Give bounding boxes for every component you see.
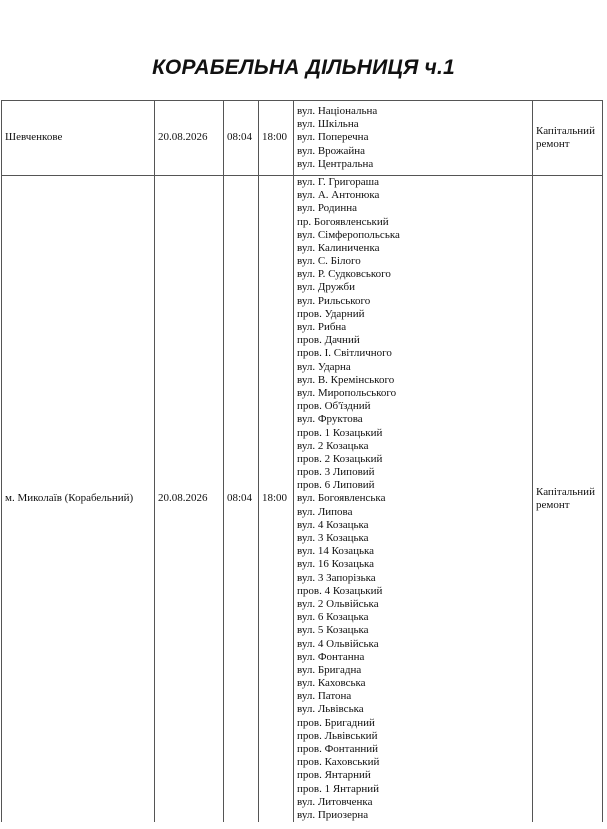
locality-cell: м. Миколаїв (Корабельний) — [2, 175, 155, 822]
schedule-body — [2, 101, 603, 823]
date-cell: 20.08.2026 — [155, 175, 224, 822]
street-item: вул. А. Антонюка — [297, 189, 380, 202]
street-item: пров. Дачний — [297, 334, 360, 347]
street-item: пров. 2 Козацький — [297, 452, 383, 465]
street-item: вул. Каховська — [297, 677, 366, 690]
street-item: вул. 6 Козацька — [297, 611, 369, 624]
street-item: пров. Каховський — [297, 756, 380, 769]
street-item: вул. Богоявленська — [297, 492, 386, 505]
street-item: пров. Ударний — [297, 307, 365, 320]
street-item: вул. Липова — [297, 505, 353, 518]
street-item: пр. Богоявленський — [297, 215, 389, 228]
street-item: вул. Патона — [297, 690, 352, 703]
street-item: вул. 2 Козацька — [297, 439, 369, 452]
street-item: пров. 1 Козацький — [297, 426, 383, 439]
street-item: вул. Сімферопольська — [297, 228, 400, 241]
street-item: вул. Національна — [297, 105, 378, 117]
street-item: вул. Р. Судковського — [297, 268, 391, 281]
end-time-cell: 18:00 — [259, 101, 294, 176]
street-item: вул. Львівська — [297, 703, 364, 716]
street-item: вул. Центральна — [297, 157, 374, 170]
street-item: вул. В. Кремінського — [297, 373, 395, 386]
street-item: вул. Рибна — [297, 321, 347, 333]
reason-cell: Капітальний ремонт — [533, 175, 603, 822]
street-item: вул. Калиниченка — [297, 241, 380, 254]
street-item: пров. 1 Янтарний — [297, 782, 380, 795]
street-item: вул. 4 Ольвійська — [297, 637, 379, 650]
end-time-cell: 18:00 — [259, 175, 294, 822]
street-item: пров. Бригадний — [297, 716, 375, 729]
street-item: вул. 3 Запорізька — [297, 571, 376, 584]
street-item: пров. І. Світличного — [297, 347, 392, 360]
street-item: вул. Бригадна — [297, 663, 362, 676]
street-item: вул. Ударна — [297, 360, 351, 373]
street-item: вул. 5 Козацька — [297, 624, 369, 637]
street-item: пров. 3 Липовий — [297, 466, 375, 479]
street-item: вул. 4 Козацька — [297, 518, 369, 531]
street-item: пров. Львівський — [297, 729, 378, 742]
street-item: вул. Врожайна — [297, 144, 366, 157]
street-item: вул. Фруктова — [297, 413, 363, 426]
outage-schedule-table — [1, 100, 603, 822]
table-row — [2, 175, 603, 822]
street-item: вул. 2 Ольвійська — [297, 597, 379, 610]
street-item: пров. Фонтанний — [297, 743, 379, 755]
street-item: вул. Рильського — [297, 294, 371, 307]
start-time-cell: 08:04 — [224, 175, 259, 822]
date-cell: 20.08.2026 — [155, 101, 224, 176]
street-item: вул. Шкільна — [297, 118, 359, 131]
street-item: вул. Приозерна — [297, 808, 369, 821]
locality-cell: Шевченкове — [2, 101, 155, 176]
street-item: вул. 3 Козацька — [297, 532, 369, 544]
street-item: пров. 6 Липовий — [297, 479, 375, 492]
document-title: КОРАБЕЛЬНА ДІЛЬНИЦЯ ч.1 — [152, 56, 455, 79]
street-item: вул. Фонтанна — [297, 650, 365, 663]
street-item: вул. С. Білого — [297, 255, 361, 268]
reason-cell: Капітальний ремонт — [533, 101, 603, 176]
table-row — [2, 101, 603, 176]
street-item: вул. Литовченка — [297, 795, 373, 808]
streets-cell — [294, 175, 533, 822]
street-item: пров. Об'їздний — [297, 400, 371, 413]
street-item: вул. 16 Козацька — [297, 558, 375, 571]
street-item: пров. Янтарний — [297, 769, 371, 782]
street-item: вул. 14 Козацька — [297, 545, 375, 558]
street-item: пров. 4 Козацький — [297, 584, 383, 597]
street-item: вул. Дружби — [297, 281, 355, 294]
streets-cell — [294, 101, 533, 176]
street-item: вул. Г. Григораша — [297, 175, 379, 188]
street-item: вул. Поперечна — [297, 131, 369, 144]
start-time-cell: 08:04 — [224, 101, 259, 176]
street-item: вул. Родинна — [297, 202, 357, 215]
street-item: вул. Миропольського — [297, 386, 397, 399]
